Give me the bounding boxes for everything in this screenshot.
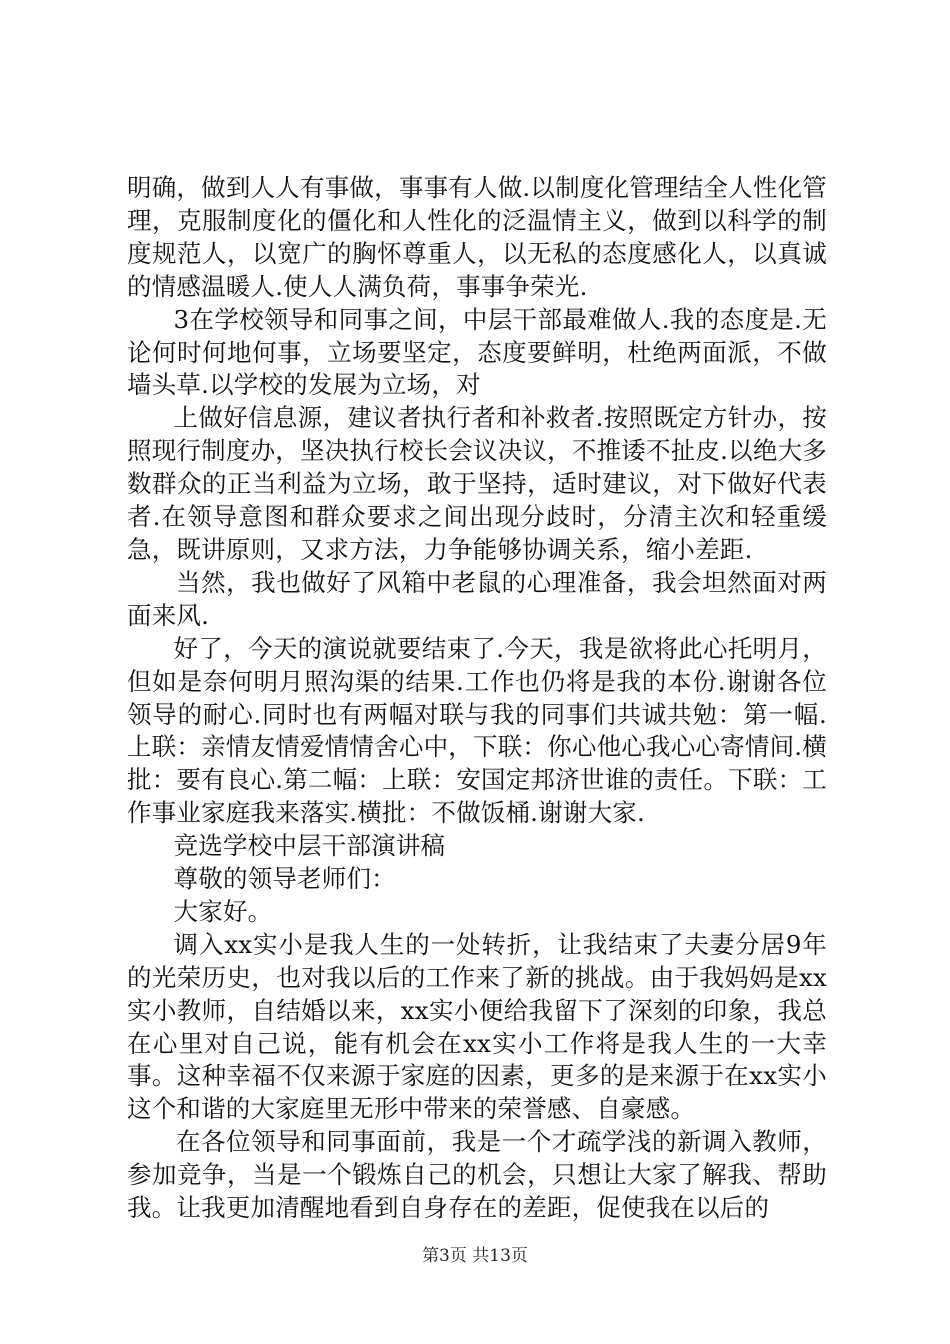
document-body bbox=[127, 172, 827, 1225]
page-number-footer: 第3页 共13页 bbox=[422, 1246, 528, 1266]
paragraph-1: 明确，做到人人有事做，事事有人做.以制度化管理结全人性化管理，克服制度化的僵化和人性化的泛温情主义，做到以科学的制度规范人，以宽广的胸怀尊重人，以无私的态度感化人，以真诚的情感温暖人.使人人满负荷，事事争荣光. bbox=[127, 173, 827, 301]
paragraph-9: 调入xx实小是我人生的一处转折，让我结束了夫妻分居9年的光荣历史，也对我以后的工作来了新的挑战。由于我妈妈是xx实小教师，自结婚以来，xx实小便给我留下了深刻的印象，我总在心里对自己说，能有机会在xx实小工作将是我人生的一大幸事。这种幸福不仅来源于家庭的因素，更多的是来源于在xx实小这个和谐的大家庭里无形中带来的荣誉感、自豪感。 bbox=[127, 929, 827, 1124]
paragraph-2: 3在学校领导和同事之间，中层干部最难做人.我的态度是.无论何时何地何事，立场要坚定，态度要鲜明，杜绝两面派，不做墙头草.以学校的发展为立场，对 bbox=[127, 304, 827, 400]
paragraph-3: 上做好信息源，建议者执行者和补救者.按照既定方针办，按照现行制度办，坚决执行校长会议决议，不推诿不扯皮.以绝大多数群众的正当利益为立场，敢于坚持，适时建议，对下做好代表者.在领导意图和群众要求之间出现分歧时，分清主次和轻重缓急，既讲原则，又求方法，力争能够协调关系，缩小差距. bbox=[127, 403, 827, 564]
paragraph-4: 当然，我也做好了风箱中老鼠的心理准备，我会坦然面对两面来风. bbox=[127, 567, 827, 630]
greeting: 大家好。 bbox=[173, 896, 273, 926]
speech-title: 竞选学校中层干部演讲稿 bbox=[173, 831, 446, 861]
salutation: 尊敬的领导老师们： bbox=[173, 864, 396, 894]
paragraph-10: 在各位领导和同事面前，我是一个才疏学浅的新调入教师，参加竞争，当是一个锻炼自己的机会，只想让大家了解我、帮助我。让我更加清醒地看到自身存在的差距，促使我在以后的 bbox=[127, 1127, 827, 1223]
paragraph-5: 好了，今天的演说就要结束了.今天，我是欲将此心托明月，但如是奈何明月照沟渠的结果.工作也仍将是我的本份.谢谢各位领导的耐心.同时也有两幅对联与我的同事们共诚共勉：第一幅.上联：亲情友情爱情情舍心中，下联：你心他心我心心寄情间.横批：要有良心.第二幅：上联：安国定邦济世谁的责任。下联：工作事业家庭我来落实.横批：不做饭桶.谢谢大家. bbox=[127, 633, 827, 828]
